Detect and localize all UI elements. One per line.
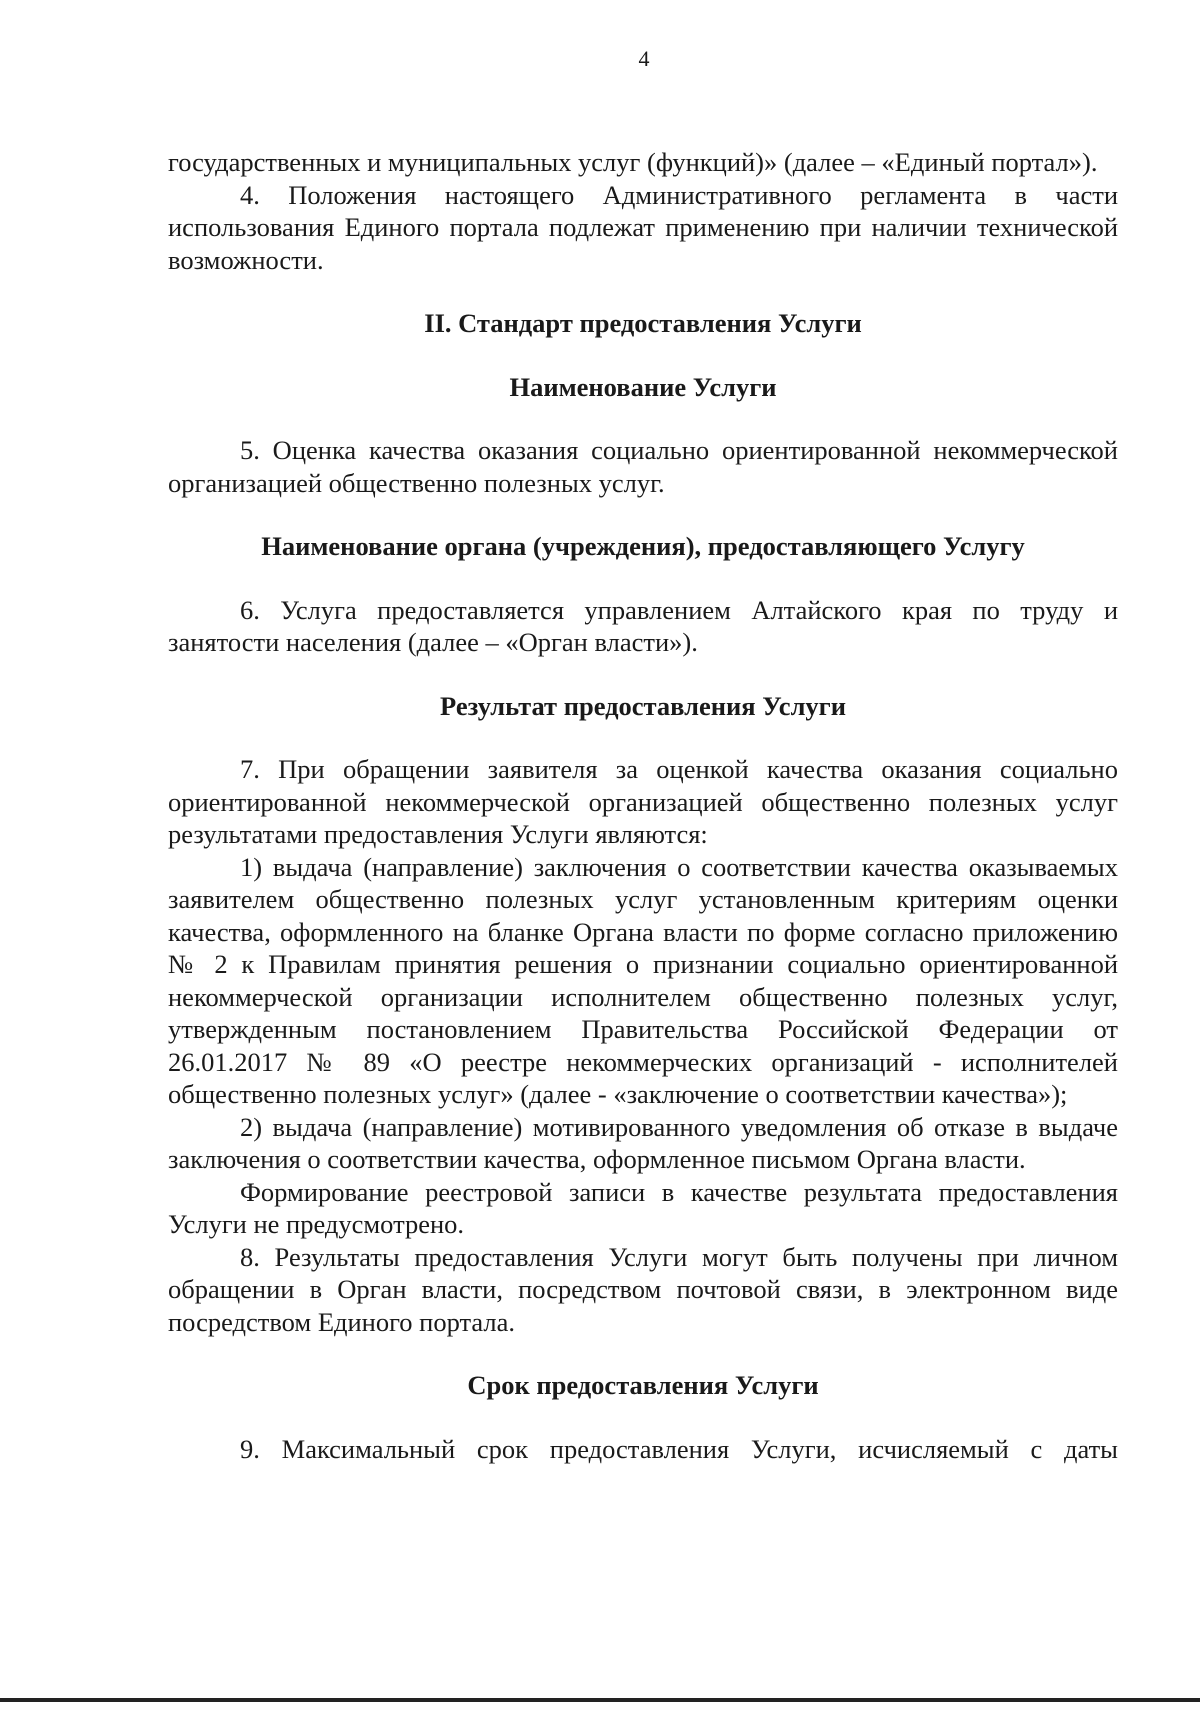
paragraph-8: 8. Результаты предоставления Услуги могут быть получены при личном обращении в Орган власти, посредством почтовой связи, в электронном виде посредством Единого портала. [168, 1241, 1118, 1337]
subheading-result: Результат предоставления Услуги [440, 690, 846, 721]
paragraph-5: 5. Оценка качества оказания социально ориентированной некоммерческой организацией общественно полезных услуг. [168, 435, 1118, 498]
paragraph-7-note: Формирование реестровой записи в качестве результата предоставления Услуги не предусмотрено. [168, 1176, 1118, 1239]
page-bottom-edge [0, 1698, 1200, 1702]
paragraph-4: 4. Положения настоящего Административного регламента в части использования Единого портала подлежат применению при наличии технической возможности. [168, 179, 1118, 275]
subheading-term: Срок предоставления Услуги [467, 1370, 819, 1400]
paragraph-7-item-1: 1) выдача (направление) заключения о соответствии качества оказываемых заявителем общественно полезных услуг установленным критериям оценки качества, оформленного на бланке Органа власти по форме согласно приложению № 2 к Правилам принятия решения о признании социально ориентированной некоммерческой организации исполнителем общественно полезных услуг, утвержденным постановлением Правительства Российской Федерации от 26.01.2017 № 89 «О реестре некоммерческих организаций - исполнителей общественно полезных услуг» (далее - «заключение о соответствии качества»); [168, 851, 1118, 1109]
paragraph-7: 7. При обращении заявителя за оценкой качества оказания социально ориентированной некоммерческой организацией общественно полезных услуг результатами предоставления Услуги являются: [168, 754, 1118, 849]
page-number: 4 [638, 46, 650, 71]
subheading-service-name: Наименование Услуги [509, 371, 777, 402]
paragraph-6: 6. Услуга предоставляется управлением Алтайского края по труду и занятости населения (далее – «Орган власти»). [168, 594, 1118, 657]
paragraph-7-item-2: 2) выдача (направление) мотивированного уведомления об отказе в выдаче заключения о соответствии качества, оформленное письмом Органа власти. [168, 1111, 1118, 1174]
subheading-organ: Наименование органа (учреждения), предоставляющего Услугу [261, 531, 1025, 561]
paragraph-continuation: государственных и муниципальных услуг (функций)» (далее – «Единый портал»). [168, 147, 1098, 177]
paragraph-9: 9. Максимальный срок предоставления Услуги, исчисляемый с даты [240, 1433, 1118, 1464]
document-body [168, 146, 1118, 1465]
section-heading: II. Стандарт предоставления Услуги [424, 308, 862, 338]
